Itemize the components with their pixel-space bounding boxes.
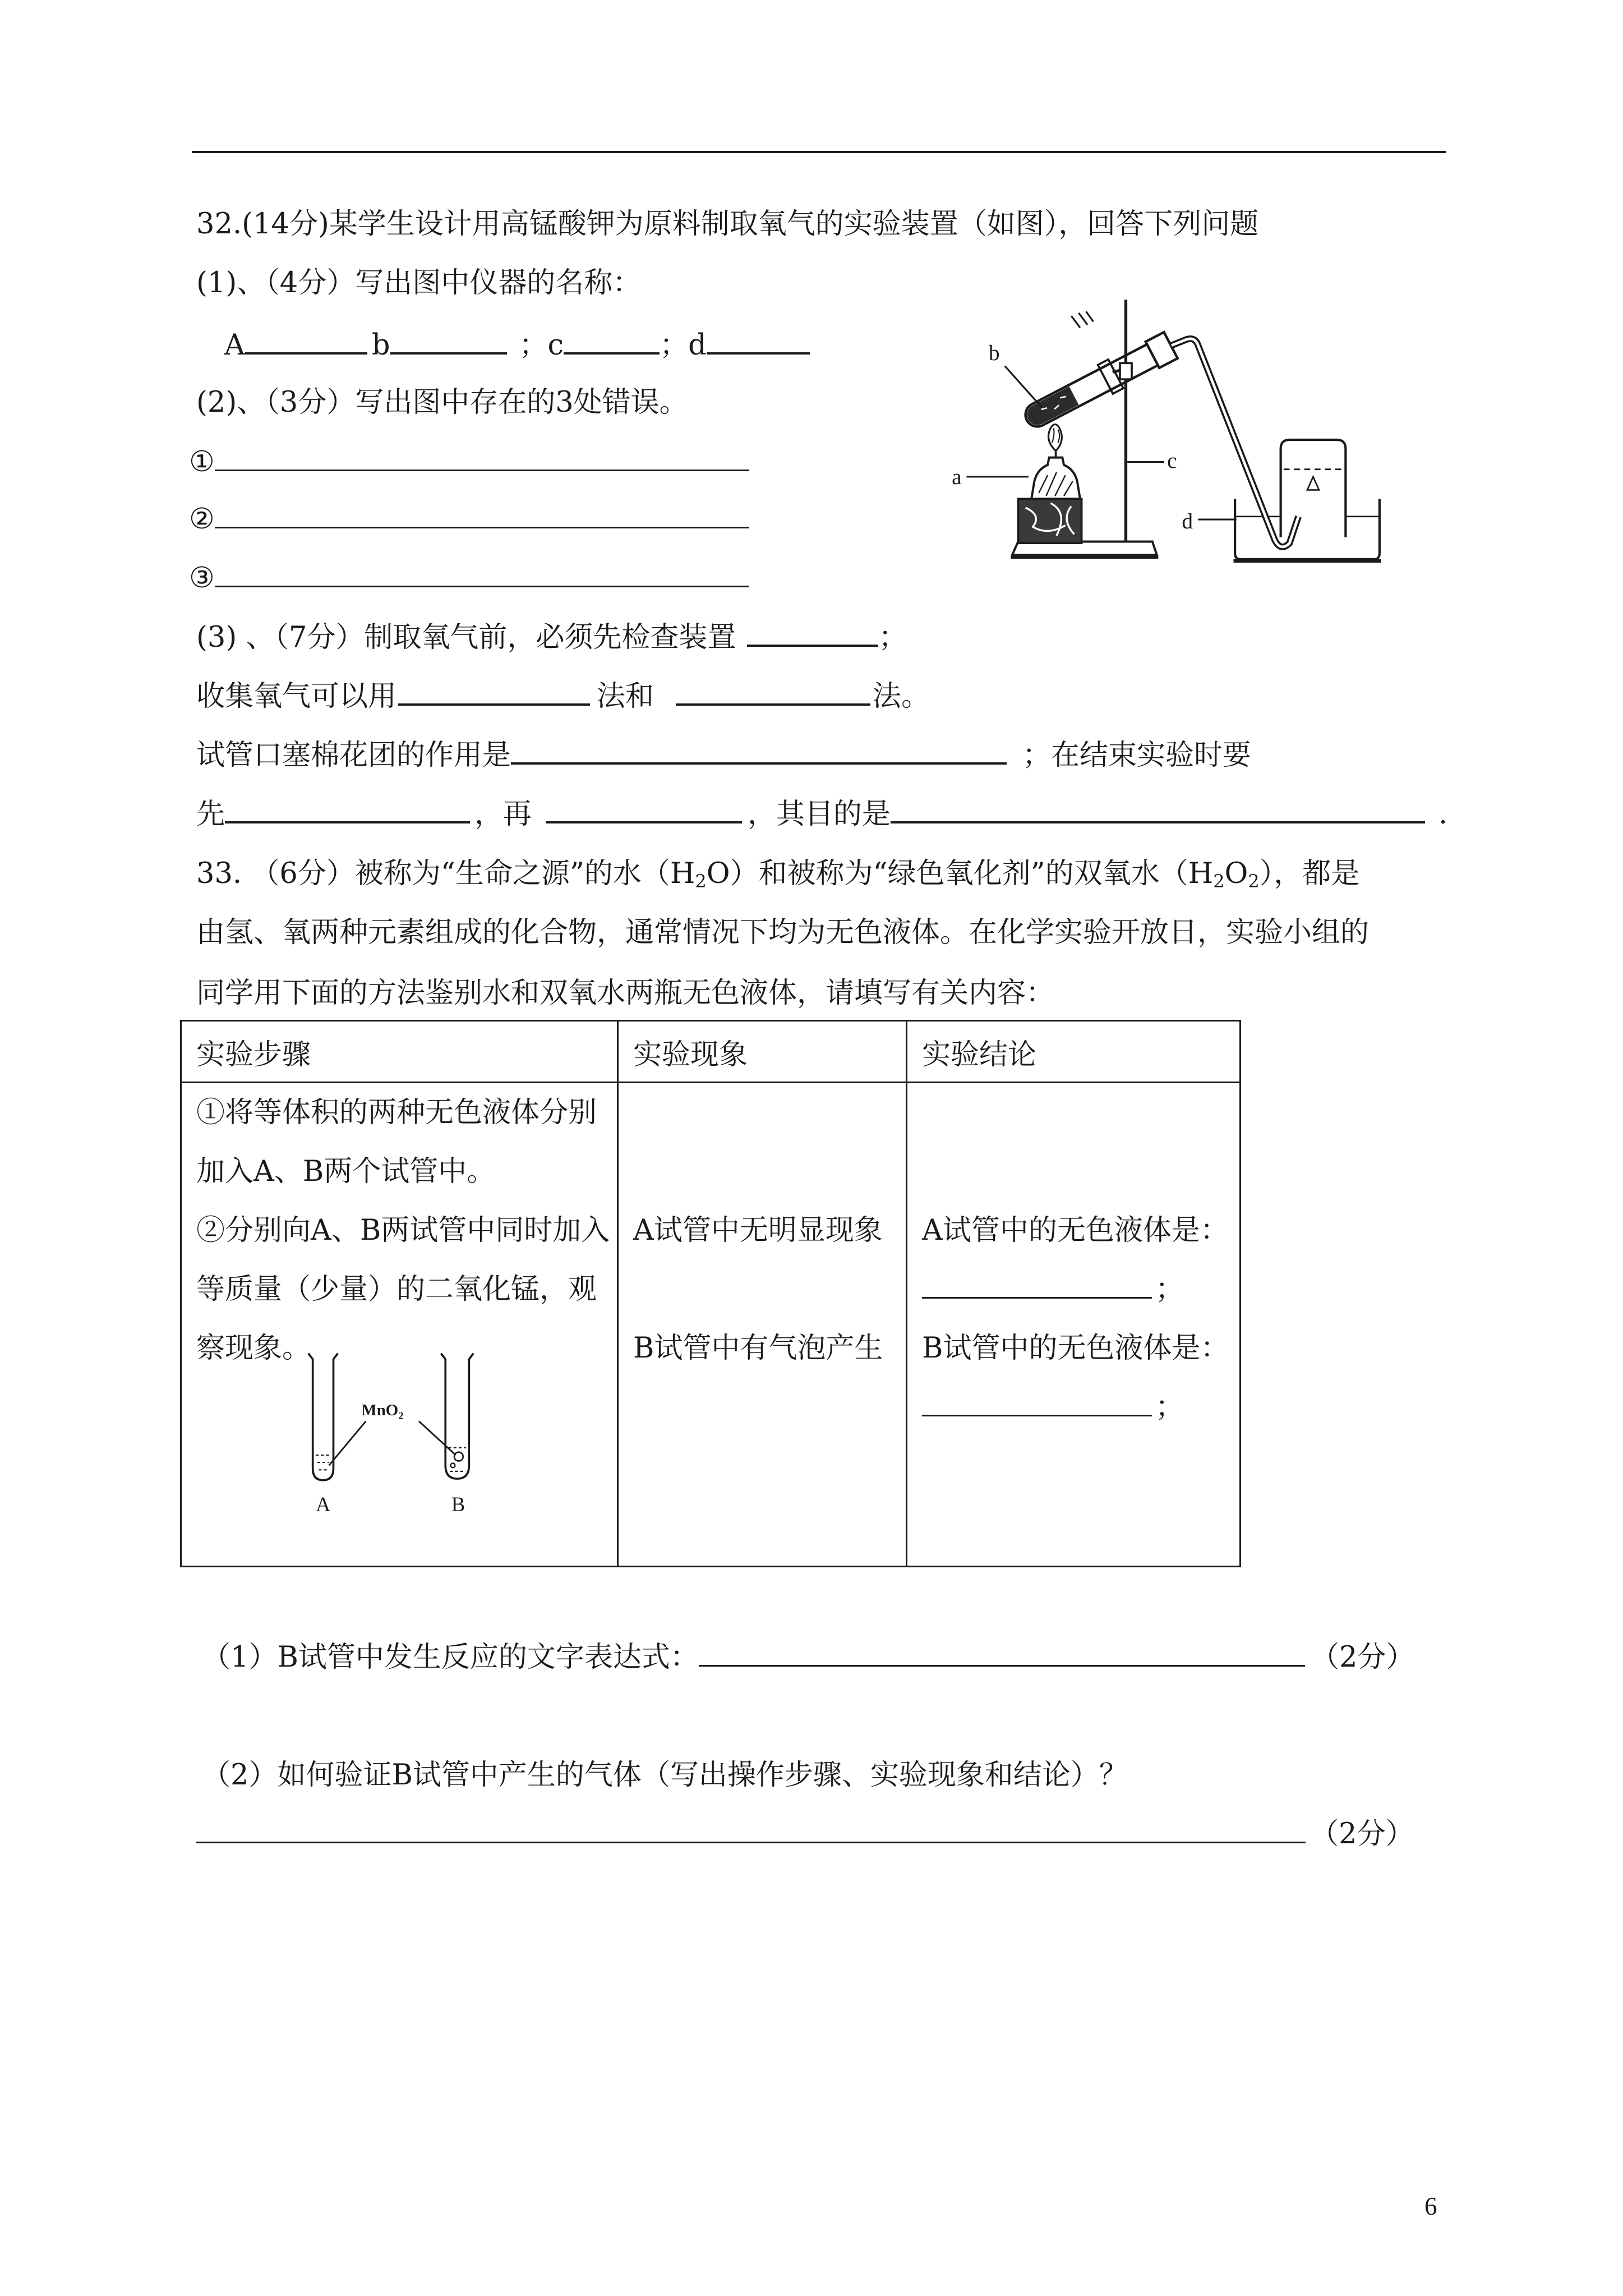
q33-intro-line2: 由氢、氧两种元素组成的化合物，通常情况下均为无色液体。在化学实验开放日，实验小组的 [196,916,1370,949]
q32-part3-line3 [196,739,1251,772]
leader-to-tube-b [419,1421,456,1455]
q32-part3-line1 [196,621,907,655]
q33-intro-seg4: ），都是 [1259,857,1360,890]
part3-line4-text: 先 [196,798,225,831]
label-A: A [224,329,245,362]
block-body [1018,499,1082,543]
spacer [633,1260,906,1319]
spacer [633,1083,906,1142]
spacer [633,1142,906,1201]
observations-cell [618,1083,907,1567]
q33-intro-line1 [196,857,1359,891]
reagent-formula: MnO [361,1401,399,1420]
reagent-leaders [329,1421,456,1466]
alcohol-lamp [1031,424,1080,499]
error-line-1 [189,445,749,479]
part3-line4-end: . [1438,798,1448,831]
subscript-2: 2 [1213,871,1225,892]
gas-collecting-bottle [1281,440,1346,537]
answer-blank-b [390,352,507,355]
part3-line2-end: 法。 [873,680,930,713]
answer-blank-c [564,352,660,355]
answer-blank-cotton [511,762,1007,765]
blank-end-mark: ； [1155,1273,1184,1306]
tube-b-label: B [451,1492,465,1516]
q33-intro-seg1: 33. （6分）被称为“生命之源”的水（H [196,857,695,890]
q33-intro-seg2: O）和被称为“绿色氧化剂”的双氧水（H [706,857,1214,890]
q32-part1-answer-row [224,329,810,362]
error-blank-3 [215,586,749,587]
conclusion-b: B试管中的无色液体是： [922,1332,1229,1365]
question2-score: （2分） [1310,1818,1414,1851]
question1-score: （2分） [1310,1641,1415,1674]
error-marker-1: ① [189,445,215,478]
blank-end-mark: ； [1155,1391,1184,1424]
page-number: 6 [1424,2192,1437,2220]
leader-to-tube-a [329,1421,366,1466]
answer-blank-first [225,821,470,823]
observation-a: A试管中无明显现象 [633,1214,883,1247]
error-blank-1 [215,470,749,471]
observation-b: B试管中有气泡产生 [633,1332,883,1365]
tube-powder [1023,386,1079,429]
answer-blank-verify [196,1842,1306,1843]
figure-label-b: b [988,341,1000,366]
answer-blank-tube-b [922,1415,1152,1416]
answer-blank-equation [699,1665,1305,1667]
q33-question1 [202,1641,1414,1674]
rubber-stopper [1146,332,1178,368]
part3-line2-text: 收集氧气可以用 [196,680,397,713]
conclusion-a: A试管中的无色液体是： [922,1214,1229,1247]
part3-line1-end: ； [878,621,907,654]
part3-line4-mid1: ，再 [474,798,532,831]
figure-label-d: d [1182,508,1193,533]
bubble [454,1452,463,1461]
spacer [922,1083,1239,1142]
conclusion-a-answer [922,1260,1239,1319]
q33-intro-seg3: O [1224,857,1248,890]
wooden-block [1018,499,1082,543]
label-c: ；c [519,329,564,362]
clamp-screw [1071,311,1093,328]
part3-line4-mid2: ，其目的是 [748,798,891,831]
label-b: b [371,329,390,362]
test-tubes-figure [288,1343,494,1527]
q32-part2-prompt: (2)、（3分）写出图中存在的3处错误。 [196,386,688,419]
step-line: 察现象。 [196,1332,311,1365]
leader-b [1005,366,1042,408]
test-tube-b [441,1354,473,1479]
answer-blank-d [707,352,810,355]
label-d: ；d [660,329,707,362]
conclusions-cell [907,1083,1241,1567]
answer-blank-collect-1 [398,703,590,706]
step-line: 加入A、B两个试管中。 [196,1155,496,1188]
question1-text: （1）B试管中发生反应的文字表达式： [202,1641,699,1674]
bubble [450,1463,455,1467]
step-line: 等质量（少量）的二氧化锰，观 [196,1273,597,1306]
subscript-2: 2 [695,871,707,892]
q33-question2-answer [196,1818,1414,1851]
error-line-3 [189,562,749,595]
step-line: ①将等体积的两种无色液体分别 [196,1096,597,1129]
q33-intro-line3: 同学用下面的方法鉴别水和双氧水两瓶无色液体，请填写有关内容： [196,977,1055,1010]
q32-part3-line2 [196,680,930,714]
header-steps: 实验步骤 [181,1021,618,1083]
answer-blank-check [747,645,878,647]
part3-line1-text: (3) 、（7分）制取氧气前，必须先检查装置 [196,621,736,654]
answer-blank-purpose [891,821,1425,823]
answer-blank-a [245,352,367,355]
part3-line2-mid: 法和 [597,680,654,713]
error-marker-3: ③ [189,562,215,595]
conclusion-b-answer [922,1378,1239,1437]
answer-blank-then [546,821,742,823]
part3-line3-end: ；在结束实验时要 [1022,739,1252,772]
q33-question2: （2）如何验证B试管中产生的气体（写出操作步骤、实验现象和结论）？ [202,1759,1128,1792]
answer-blank-collect-2 [676,703,870,706]
q32-part1-prompt: (1)、（4分）写出图中仪器的名称： [196,266,642,300]
header-observations: 实验现象 [618,1021,907,1083]
figure-label-a: a [952,464,962,489]
header-rule [192,151,1446,153]
reagent-label [361,1401,403,1421]
error-blank-2 [215,527,749,528]
spacer [922,1142,1239,1201]
q32-part3-line4 [196,798,1447,831]
header-conclusions: 实验结论 [907,1021,1241,1083]
figure-label-c: c [1167,448,1177,473]
q32-heading: 32.(14分)某学生设计用高锰酸钾为原料制取氧气的实验装置（如图），回答下列问题 [196,208,1259,241]
test-tube [1020,331,1178,435]
error-line-2 [189,503,749,536]
bottle-body [1281,440,1346,537]
step-line: ②分别向A、B两试管中同时加入 [196,1214,610,1247]
tube-b-wall [441,1354,473,1479]
clamp-boss [1120,363,1132,379]
subscript-2: 2 [1248,871,1260,892]
tube-a-liquid [316,1455,330,1470]
reagent-subscript: 2 [398,1410,404,1421]
tube-a-label: A [315,1492,331,1516]
figure-labels [966,366,1236,520]
answer-blank-tube-a [922,1297,1152,1299]
part3-line3-text: 试管口塞棉花团的作用是 [196,739,511,772]
oxygen-apparatus-figure [944,288,1387,568]
table-header-row [181,1021,1241,1083]
error-marker-2: ② [189,503,215,536]
